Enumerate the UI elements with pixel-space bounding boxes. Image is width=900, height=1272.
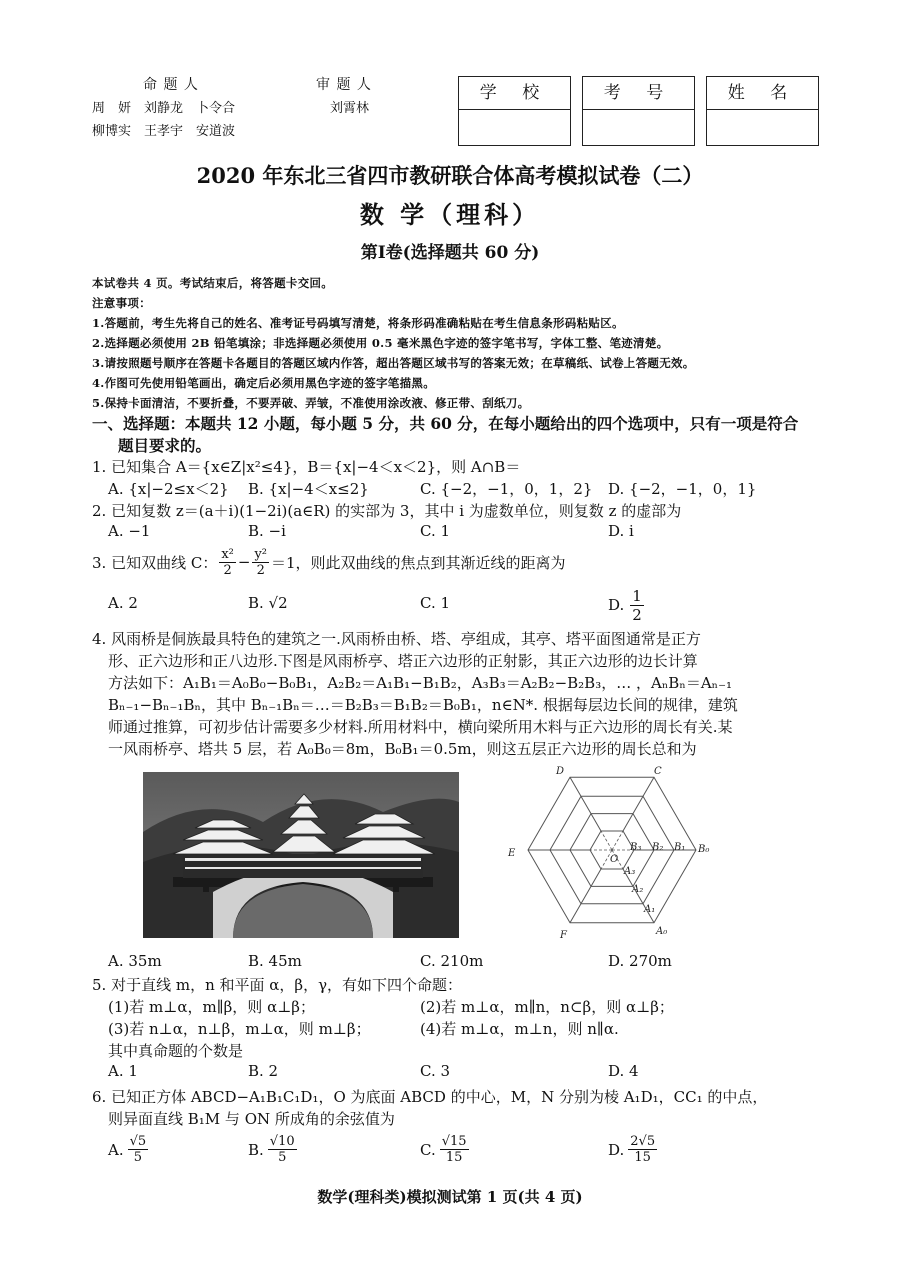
- label-d: D: [556, 766, 565, 777]
- note-line: 3.请按照题号顺序在答题卡各题目的答题区域内作答，超出答题区域书写的答案无效；在草稿纸、试卷上答题无效。: [92, 356, 695, 370]
- q6-option-b-fraction: [268, 1134, 297, 1165]
- q6-option-a[interactable]: [108, 1134, 148, 1165]
- q6-option-c-letter: C.: [420, 1140, 436, 1159]
- q6-option-c[interactable]: [420, 1134, 469, 1165]
- q3-frac-num: x²: [221, 546, 234, 562]
- label-a0: A₀: [656, 926, 668, 937]
- name-label: 姓 名: [707, 77, 818, 110]
- q6-frac-num: √5: [129, 1134, 147, 1149]
- section-heading: 一、选择题：本题共 12 小题，每小题 5 分，共 60 分，在每小题给出的四个选项中，只有一项是符合: [92, 414, 799, 433]
- q5-proposition-3: (3)若 n⊥α，n⊥β，m⊥α，则 m⊥β；: [108, 1020, 371, 1038]
- question-4-line: 一风雨桥亭、塔共 5 层，若 A₀B₀＝8m，B₀B₁＝0.5m，则这五层正六边形的周长总和为: [108, 740, 697, 758]
- q6-frac-num: 2√5: [630, 1134, 656, 1149]
- q3-option-a[interactable]: A. 2: [108, 594, 138, 612]
- exam-number-field[interactable]: [582, 76, 695, 146]
- school-label: 学 校: [459, 77, 570, 110]
- label-b0: B₀: [698, 844, 710, 855]
- q3-option-d[interactable]: [608, 584, 644, 626]
- question-4-line: 方法如下：A₁B₁＝A₀B₀−B₀B₁，A₂B₂＝A₁B₁−B₁B₂，A₃B₃＝A₂B₂−B₂B₃，… ，AₙBₙ＝Aₙ₋₁: [108, 674, 733, 692]
- note-line: 注意事项：: [92, 296, 151, 310]
- label-c: C: [654, 766, 662, 777]
- question-2-stem: 2. 已知复数 z＝(a＋i)(1−2i)(a∈R) 的实部为 3，其中 i 为虚数单位，则复数 z 的虚部为: [92, 502, 682, 520]
- question-4-line: 师通过推算，可初步估计需要多少材料.所用材料中，横向梁所用木料与正六边形的周长有关.某: [108, 718, 733, 736]
- q6-frac-num: √10: [269, 1134, 295, 1149]
- reviewer-name: 刘霄林: [330, 101, 370, 116]
- question-5-stem: 5. 对于直线 m，n 和平面 α，β，γ，有如下四个命题：: [92, 976, 463, 994]
- school-field[interactable]: [458, 76, 571, 146]
- q6-option-d-fraction: [628, 1134, 657, 1165]
- q4-option-a[interactable]: A. 35m: [108, 952, 162, 970]
- q1-option-c[interactable]: C. {−2，−1，0，1，2}: [420, 480, 593, 498]
- exam-title: 2020 年东北三省四市教研联合体高考模拟试卷（二）: [196, 163, 704, 188]
- q6-option-a-letter: A.: [108, 1140, 124, 1159]
- question-4-line: Bₙ₋₁−Bₙ₋₁Bₙ，其中 Bₙ₋₁Bₙ＝…＝B₂B₃＝B₁B₂＝B₀B₁，n∈N*. 根据每层边长间的规律，建筑: [108, 696, 738, 714]
- q6-option-c-fraction: [440, 1134, 469, 1165]
- q3-optd-num: 1: [632, 586, 642, 605]
- label-b1: B₁: [674, 842, 686, 853]
- question-1-stem: 1. 已知集合 A＝{x∈Z|x²≤4}，B＝{x|−4＜x＜2}，则 A∩B＝: [92, 458, 521, 476]
- subject-title: 数 学（理科）: [359, 200, 541, 229]
- q6-frac-den: 5: [278, 1150, 287, 1165]
- q6-option-d-letter: D.: [608, 1140, 625, 1159]
- q5-option-a[interactable]: A. 1: [108, 1062, 138, 1080]
- exam-number-label: 考 号: [583, 77, 694, 110]
- q6-option-d[interactable]: [608, 1134, 657, 1165]
- q4-option-d[interactable]: D. 270m: [608, 952, 672, 970]
- q3-stem-pre: 3. 已知双曲线 C：: [92, 553, 218, 572]
- reviewers-label: 审 题 人: [316, 77, 372, 93]
- note-line: 5.保持卡面清洁，不要折叠，不要弄破、弄皱，不准使用涂改液、修正带、刮纸刀。: [92, 396, 530, 410]
- q5-proposition-2: (2)若 m⊥α，m∥n，n⊂β，则 α⊥β；: [420, 998, 674, 1016]
- q6-frac-den: 15: [445, 1150, 463, 1165]
- q5-proposition-4: (4)若 m⊥α，m⊥n，则 n∥α.: [420, 1020, 619, 1038]
- q4-option-b[interactable]: B. 45m: [248, 952, 302, 970]
- hexagon-projection-diagram: [502, 764, 722, 948]
- note-line: 1.答题前，考生先将自己的姓名、准考证号码填写清楚，将条形码准确粘贴在考生信息条形码粘贴区。: [92, 316, 624, 330]
- q3-option-d-letter: D.: [608, 596, 625, 614]
- q2-option-d[interactable]: D. i: [608, 522, 634, 540]
- q4-option-c[interactable]: C. 210m: [420, 952, 484, 970]
- note-line: 4.作图可先使用铅笔画出，确定后必须用黑色字迹的签字笔描黑。: [92, 376, 436, 390]
- label-a3: A₃: [624, 866, 636, 877]
- q1-option-b[interactable]: B. {x|−4＜x≤2}: [248, 480, 369, 498]
- student-info-table: [458, 76, 820, 146]
- q1-option-a[interactable]: A. {x|−2≤x＜2}: [108, 480, 229, 498]
- question-6-line-2: 则异面直线 B₁M 与 ON 所成角的余弦值为: [108, 1110, 395, 1128]
- proposers-line-1: 周 妍 刘静龙 卜令合: [92, 101, 236, 116]
- wind-rain-bridge-photo: [143, 772, 459, 938]
- center-dashed-line: [601, 831, 612, 850]
- q2-option-c[interactable]: C. 1: [420, 522, 451, 540]
- question-4-line: 形、正六边形和正八边形.下图是风雨桥亭、塔正六边形的正射影，其正六边形的边长计算: [108, 652, 698, 670]
- page-footer: 数学(理科类)模拟测试第 1 页(共 4 页): [317, 1188, 583, 1206]
- q6-frac-den: 5: [133, 1150, 143, 1165]
- q2-option-a[interactable]: A. −1: [108, 522, 151, 540]
- q3-fraction-x: [219, 547, 236, 578]
- label-b2: B₂: [652, 842, 664, 853]
- label-f: F: [560, 930, 567, 941]
- q6-option-a-fraction: [128, 1134, 149, 1165]
- note-line: 本试卷共 4 页。考试结束后，将答题卡交回。: [92, 276, 334, 290]
- question-6-line-1: 6. 已知正方体 ABCD−A₁B₁C₁D₁，O 为底面 ABCD 的中心，M，N 分别为棱 A₁D₁，CC₁ 的中点，: [92, 1088, 768, 1106]
- q3-fraction-y: [252, 547, 269, 578]
- section-heading-cont: 题目要求的。: [118, 436, 212, 455]
- q2-option-b[interactable]: B. −i: [248, 522, 286, 540]
- q3-optd-den: 2: [632, 605, 642, 624]
- q3-frac-num: y²: [254, 546, 268, 562]
- q5-proposition-1: (1)若 m⊥α，m∥β，则 α⊥β；: [108, 998, 315, 1016]
- q3-option-d-fraction: [630, 587, 644, 624]
- volume-title: 第Ⅰ卷(选择题共 60 分): [360, 243, 540, 263]
- question-3-stem: [92, 540, 566, 584]
- center-dashed-line: [612, 831, 623, 850]
- q1-option-d[interactable]: D. {−2，−1，0，1}: [608, 480, 757, 498]
- label-b3: B₃: [630, 842, 642, 853]
- question-4-line: 4. 风雨桥是侗族最具特色的建筑之一.风雨桥由桥、塔、亭组成，其亭、塔平面图通常是正方: [92, 630, 701, 648]
- q3-option-c[interactable]: C. 1: [420, 594, 451, 612]
- proposers-line-2: 柳博实 王孝宇 安道波: [92, 124, 236, 139]
- q5-option-c[interactable]: C. 3: [420, 1062, 451, 1080]
- q6-option-b-letter: B.: [248, 1140, 264, 1159]
- proposers-label: 命 题 人: [143, 77, 199, 93]
- q3-frac-den: 2: [256, 562, 265, 578]
- label-a2: A₂: [632, 884, 644, 895]
- bridge-photo-illustration: [143, 772, 459, 938]
- q6-frac-den: 15: [634, 1150, 651, 1165]
- q5-option-d[interactable]: D. 4: [608, 1062, 639, 1080]
- q3-frac-den: 2: [223, 562, 232, 578]
- label-o: O: [610, 854, 619, 865]
- label-e: E: [508, 848, 516, 859]
- q6-frac-num: √15: [441, 1134, 467, 1149]
- label-a1: A₁: [644, 904, 656, 915]
- q3-minus: −: [237, 553, 251, 571]
- q5-question: 其中真命题的个数是: [108, 1042, 244, 1060]
- note-line: 2.选择题必须使用 2B 铅笔填涂；非选择题必须使用 0.5 毫米黑色字迹的签字笔书写，字体工整、笔迹清楚。: [92, 336, 669, 350]
- q6-option-b[interactable]: [248, 1134, 297, 1165]
- q3-option-b[interactable]: B. √2: [248, 594, 288, 612]
- q5-option-b[interactable]: B. 2: [248, 1062, 279, 1080]
- name-field[interactable]: [706, 76, 819, 146]
- q3-stem-post: ＝1，则此双曲线的焦点到其渐近线的距离为: [271, 553, 566, 572]
